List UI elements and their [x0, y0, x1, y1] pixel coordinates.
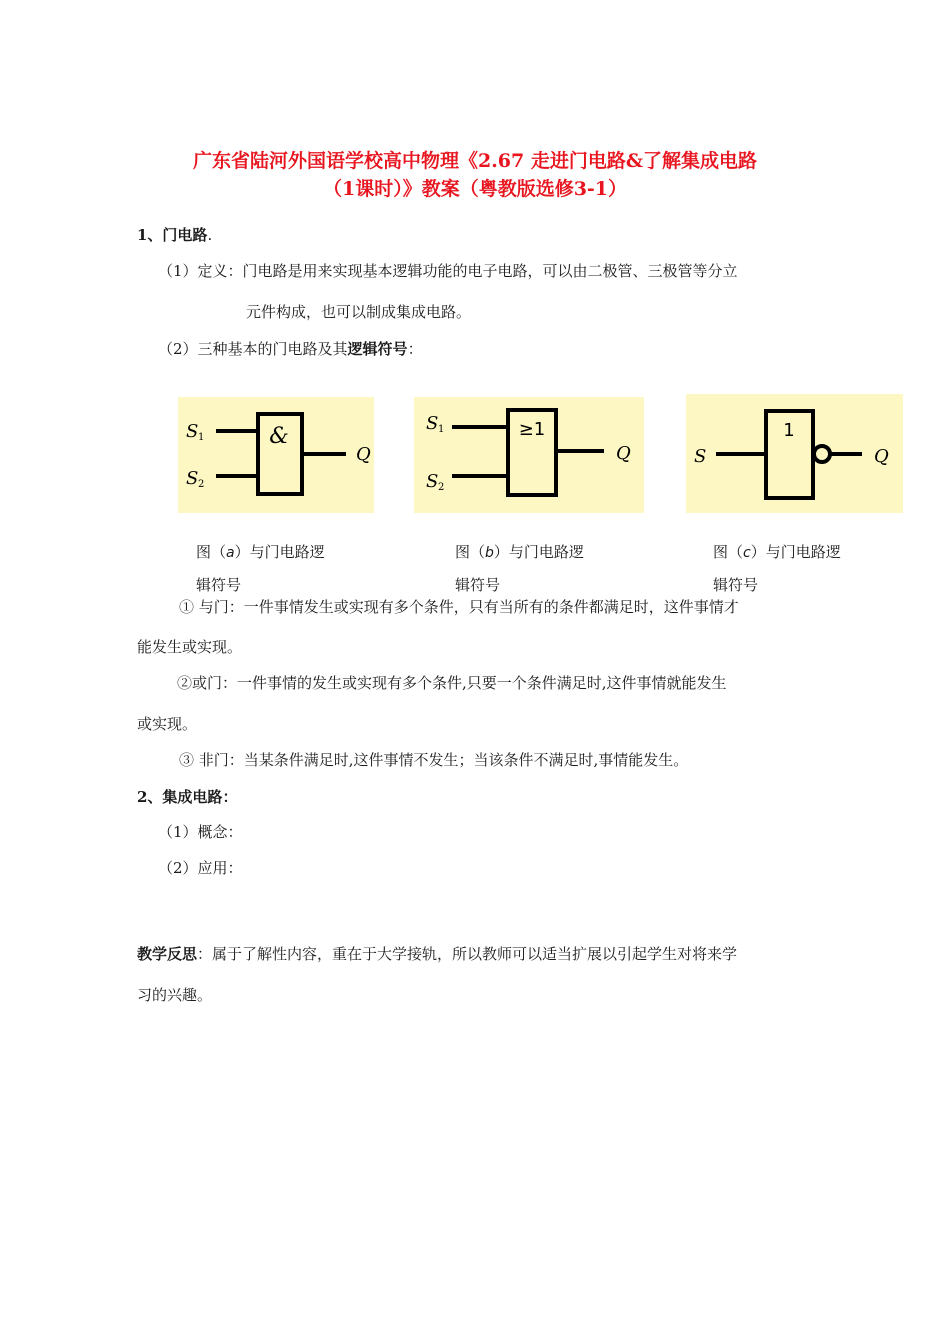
and-symbol: &	[269, 424, 289, 449]
reflection-line2: 习的兴趣。	[137, 986, 213, 1004]
input-s2-label: S	[186, 468, 199, 489]
or-gate-line1: ②或门：一件事情的发生或实现有多个条件,只要一个条件满足时,这件事情就能发生	[177, 674, 727, 692]
caption-b-line1: 图（b）与门电路逻	[455, 543, 584, 561]
output-q-label: Q	[874, 446, 889, 467]
or-gate-diagram	[414, 397, 644, 513]
not-gate-diagram	[686, 394, 903, 513]
caption-a-line2: 辑符号	[196, 576, 242, 594]
input-s1-label: S	[426, 413, 439, 434]
input-s-label: S	[694, 446, 707, 467]
caption-a-line1: 图（a）与门电路逻	[196, 543, 325, 561]
caption-c-line2: 辑符号	[713, 576, 759, 594]
definition-line2: 元件构成，也可以制成集成电路。	[246, 303, 472, 321]
gate-kinds-line: （2）三种基本的门电路及其逻辑符号：	[158, 340, 423, 358]
and-gate-line1: ① 与门：一件事情发生或实现有多个条件，只有当所有的条件都满足时，这件事情才	[179, 598, 739, 616]
output-q-label: Q	[616, 443, 631, 464]
section1-heading: 1、门电路.	[137, 226, 213, 244]
page-title-line1: 广东省陆河外国语学校高中物理《2.67 走进门电路&了解集成电路	[192, 150, 758, 172]
input-s2-label: S	[426, 471, 439, 492]
not-symbol: 1	[783, 420, 795, 441]
svg-text:1: 1	[198, 432, 205, 443]
concept-line: （1）概念：	[158, 823, 243, 841]
not-gate-line: ③ 非门：当某条件满足时,这件事情不发生；当该条件不满足时,事情能发生。	[179, 751, 689, 769]
section2-heading: 2、集成电路：	[137, 788, 238, 806]
output-q-label: Q	[356, 444, 371, 465]
definition-line1: （1）定义：门电路是用来实现基本逻辑功能的电子电路，可以由二极管、三极管等分立	[158, 262, 738, 280]
svg-text:2: 2	[198, 479, 205, 490]
and-gate-line2: 能发生或实现。	[137, 638, 243, 656]
svg-text:1: 1	[438, 424, 445, 435]
svg-text:2: 2	[438, 482, 445, 493]
page-title-line2: （1课时）》教案（粤教版选修3-1）	[322, 178, 628, 200]
application-line: （2）应用：	[158, 859, 243, 877]
and-gate-diagram	[178, 397, 374, 513]
caption-b-line2: 辑符号	[455, 576, 501, 594]
or-symbol: ≥1	[518, 419, 546, 440]
input-s1-label: S	[186, 421, 199, 442]
reflection-line1: 教学反思：属于了解性内容，重在于大学接轨，所以教师可以适当扩展以引起学生对将来学	[137, 945, 738, 963]
or-gate-line2: 或实现。	[137, 715, 198, 733]
caption-c-line1: 图（c）与门电路逻	[713, 543, 841, 561]
